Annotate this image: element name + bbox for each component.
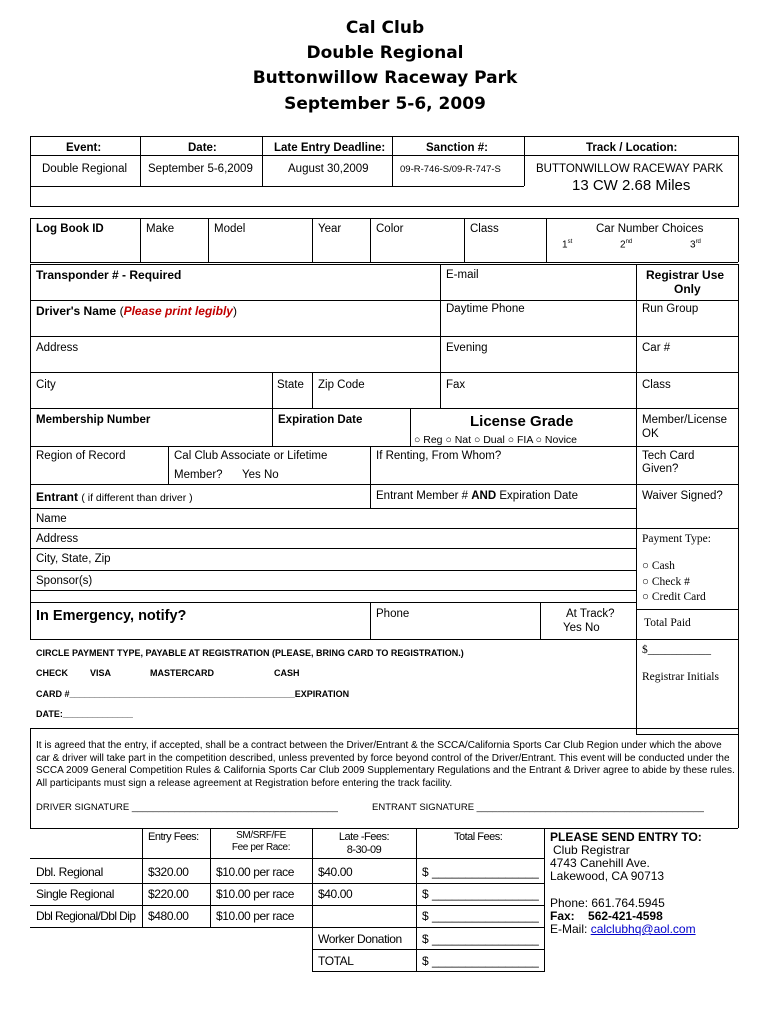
entrant-address-label: Address (36, 533, 79, 545)
city-label: City (36, 379, 56, 391)
waiver-label: Waiver Signed? (642, 490, 723, 502)
pay-check-option[interactable]: ○ Check # (642, 576, 690, 588)
title-line-1: Cal Club (345, 18, 425, 38)
entrant-city-label: City, State, Zip (36, 553, 111, 565)
email-label: E-mail (446, 269, 479, 281)
license-grade-options[interactable]: ○ Reg ○ Nat ○ Dual ○ FIA ○ Novice (414, 434, 578, 446)
member-license-label: Member/License (642, 414, 728, 426)
agreement-text: It is agreed that the entry, if accepted, shall be a contract between the Driver/Entrant & the SCCA/California Sports Car Club Region under which the above car & driver will take part in the competition described, unless prevented by force beyond control of the Driver/Entrant. This event will be conducted under the SCCA 2009 General Competition Rules & California Sports Car Club 2009 Supplementary Regulations and the Entrant & Driver agree to abide by these rules. All participants must sign a release agreement at Registration before entering the track facility. (36, 740, 735, 789)
choice-first: 1st (562, 239, 573, 251)
send-entry-heading: PLEASE SEND ENTRY TO: (550, 830, 702, 844)
fee-per-race-header: Fee per Race: (231, 842, 291, 853)
driver-signature-line[interactable]: DRIVER SIGNATURE _______________________________________ (36, 802, 338, 813)
fee-row-smsrf: $10.00 per race (216, 887, 295, 901)
deadline-value: August 30,2009 (288, 163, 369, 175)
associate-label: Cal Club Associate or Lifetime (174, 450, 328, 462)
sanction-value: 09-R-746-S/09-R-747-S (400, 164, 501, 175)
fee-row-total[interactable]: $ ________________ (422, 909, 539, 923)
address-label: Address (36, 342, 79, 354)
fee-row-late: $40.00 (318, 865, 353, 879)
total-paid-label: Total Paid (644, 617, 691, 629)
late-fees-date: 8-30-09 (346, 844, 382, 856)
track-value: BUTTONWILLOW RACEWAY PARK (536, 163, 724, 175)
emergency-phone-label: Phone (376, 608, 410, 620)
title-line-2: Double Regional (306, 43, 464, 63)
sponsors-label: Sponsor(s) (36, 575, 93, 587)
late-fees-header: Late -Fees: (338, 831, 390, 843)
send-entry-email: E-Mail: calclubhq@aol.com (550, 922, 696, 936)
total-fees-header: Total Fees: (454, 831, 503, 843)
total-paid-line: $___________ (642, 644, 711, 656)
fee-row-name: Single Regional (36, 887, 115, 901)
fee-row-entry: $320.00 (148, 865, 189, 879)
email-link[interactable]: calclubhq@aol.com (590, 922, 696, 936)
fee-row-name: Dbl Regional/Dbl Dip (36, 909, 136, 923)
car-number-label: Car Number Choices (596, 223, 704, 235)
fee-row-total[interactable]: $ ________________ (422, 865, 539, 879)
transponder-label: Transponder # - Required (36, 268, 182, 282)
card-date-line[interactable]: DATE:______________ (36, 709, 133, 719)
grand-total-label: TOTAL (318, 954, 354, 968)
entrant-name-label: Name (36, 513, 67, 525)
zip-label: Zip Code (318, 379, 365, 391)
title-line-4: September 5-6, 2009 (284, 94, 486, 114)
worker-donation-total[interactable]: $ ________________ (422, 932, 539, 946)
color-label: Color (376, 223, 404, 235)
deadline-label: Late Entry Deadline: (274, 142, 386, 154)
smsrf-header: SM/SRF/FE (236, 830, 286, 841)
registrar-only-label: Only (674, 282, 701, 296)
pay-check-label[interactable]: CHECK (36, 668, 69, 678)
title-line-3: Buttonwillow Raceway Park (252, 68, 518, 88)
date-value: September 5-6,2009 (148, 163, 253, 175)
fax-label: Fax (446, 379, 466, 391)
payment-type-label: Payment Type: (642, 533, 711, 545)
pay-cash-option[interactable]: ○ Cash (642, 560, 675, 572)
drivers-name-label: Driver's Name (Please print legibly) (36, 304, 237, 318)
at-track-yes-no[interactable]: Yes No (563, 622, 600, 634)
fee-row-entry: $220.00 (148, 887, 189, 901)
emergency-label: In Emergency, notify? (36, 608, 187, 624)
registrar-initials-label: Registrar Initials (642, 671, 719, 683)
run-group-label: Run Group (642, 303, 699, 315)
year-label: Year (318, 223, 342, 235)
car-num-label: Car # (642, 342, 671, 354)
member-yes-no[interactable]: Yes No (242, 469, 279, 481)
pay-mastercard-label[interactable]: MASTERCARD (150, 668, 214, 678)
fee-row-entry: $480.00 (148, 909, 189, 923)
registrar-use-label: Registrar Use (646, 268, 725, 282)
fee-row-smsrf: $10.00 per race (216, 909, 295, 923)
entrant-label: Entrant ( if different than driver ) (36, 490, 193, 504)
tech-card-label: Tech Card (642, 450, 695, 462)
entrant-signature-line[interactable]: ENTRANT SIGNATURE ___________________________________________ (372, 802, 704, 813)
class-label: Class (470, 223, 499, 235)
grand-total-value[interactable]: $ ________________ (422, 954, 539, 968)
renting-label: If Renting, From Whom? (376, 450, 502, 462)
pay-cash-label[interactable]: CASH (274, 668, 300, 678)
license-grade-label: License Grade (470, 413, 574, 430)
expiration-date-label: Expiration Date (278, 414, 363, 426)
fee-row-name: Dbl. Regional (36, 865, 103, 879)
fee-row-late: $40.00 (318, 887, 353, 901)
evening-phone-label: Evening (446, 342, 488, 354)
event-value: Double Regional (42, 163, 128, 175)
entry-fees-header: Entry Fees: (148, 831, 199, 843)
daytime-phone-label: Daytime Phone (446, 303, 525, 315)
member-question: Member? (174, 469, 223, 481)
choice-second: 2nd (620, 239, 633, 251)
card-number-line[interactable]: CARD #_____________________________________________EXPIRATION (36, 689, 350, 699)
make-label: Make (146, 223, 175, 235)
pay-visa-label[interactable]: VISA (90, 668, 112, 678)
log-book-label: Log Book ID (36, 223, 104, 235)
tech-card-given: Given? (642, 463, 679, 475)
event-label: Event: (66, 142, 102, 154)
member-license-ok: OK (642, 428, 659, 440)
send-entry-name: Club Registrar (553, 843, 630, 857)
membership-number-label: Membership Number (36, 414, 151, 426)
circle-payment-line: CIRCLE PAYMENT TYPE, PAYABLE AT REGISTRATION (PLEASE, BRING CARD TO REGISTRATION.) (36, 648, 464, 658)
fee-row-smsrf: $10.00 per race (216, 865, 295, 879)
choice-third: 3rd (690, 239, 701, 251)
send-entry-street: 4743 Canehill Ave. (550, 856, 650, 870)
worker-donation-label: Worker Donation (318, 932, 402, 946)
entrant-member-label: Entrant Member # AND Expiration Date (376, 490, 578, 502)
date-label: Date: (188, 142, 217, 154)
track-config: 13 CW 2.68 Miles (572, 177, 691, 194)
at-track-label: At Track? (566, 608, 615, 620)
pay-credit-option[interactable]: ○ Credit Card (642, 591, 706, 603)
track-label: Track / Location: (586, 142, 678, 154)
sanction-label: Sanction #: (426, 142, 488, 154)
region-of-record-label: Region of Record (36, 450, 126, 462)
fee-row-total[interactable]: $ ________________ (422, 887, 539, 901)
model-label: Model (214, 223, 246, 235)
state-label: State (277, 379, 304, 391)
send-entry-city: Lakewood, CA 90713 (550, 869, 665, 883)
send-entry-phone: Phone: 661.764.5945 (550, 896, 665, 910)
class-reg-label: Class (642, 379, 671, 391)
send-entry-fax: Fax: 562-421-4598 (550, 909, 663, 923)
